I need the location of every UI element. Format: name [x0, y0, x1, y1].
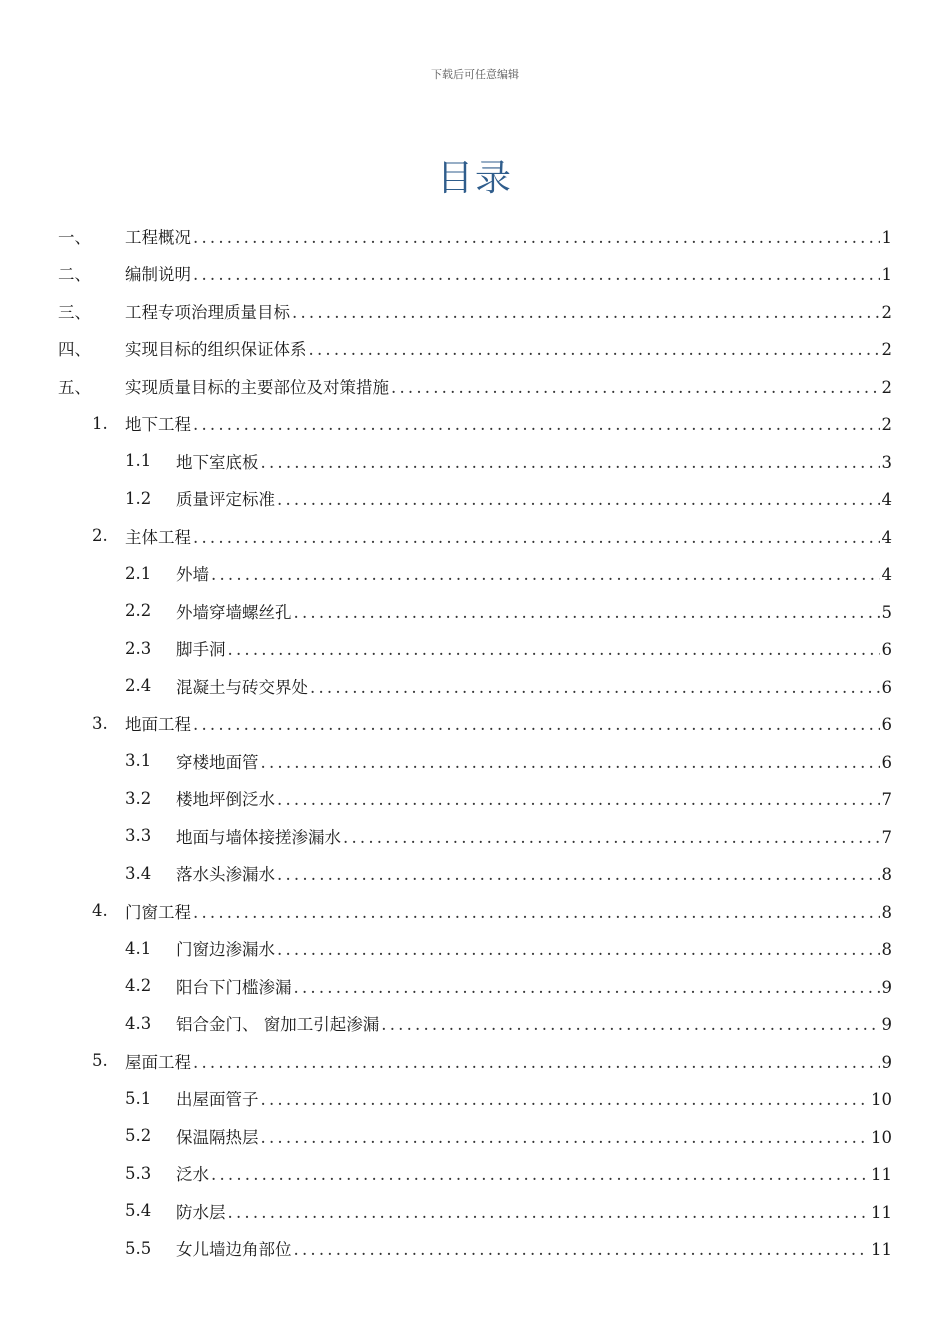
toc-entry[interactable] — [0, 217, 950, 254]
toc-entry-number: 四、 — [58, 340, 91, 359]
toc-entry-number: 3.4 — [125, 863, 152, 883]
toc-entry-label: 防水层 — [176, 1202, 226, 1222]
toc-entry[interactable] — [0, 292, 950, 329]
toc-entry-label: 泛水 — [176, 1165, 209, 1184]
toc-dot-leader — [277, 940, 880, 959]
toc-dot-leader — [294, 1240, 870, 1259]
toc-entry-number: 4.2 — [125, 976, 152, 995]
toc-entry-page-number: 2 — [881, 377, 892, 397]
toc-entry-label: 屋面工程 — [125, 1052, 191, 1072]
toc-entry-number: 1.1 — [125, 451, 152, 470]
toc-entry-page-number: 6 — [881, 640, 892, 659]
toc-dot-leader — [193, 415, 880, 434]
toc-entry[interactable] — [0, 1230, 950, 1267]
toc-entry-label: 地面与墙体接搓渗漏水 — [176, 827, 341, 847]
toc-dot-leader — [261, 753, 880, 772]
toc-dot-leader — [228, 1203, 870, 1222]
toc-entry-label: 工程概况 — [125, 227, 191, 247]
toc-entry-number: 5.2 — [125, 1126, 152, 1145]
toc-dot-leader — [309, 340, 880, 359]
toc-entry[interactable] — [0, 480, 950, 517]
toc-entry-page-number: 10 — [871, 1127, 892, 1147]
toc-dot-leader — [261, 453, 880, 472]
toc-entry-page-number: 5 — [881, 602, 892, 622]
toc-title: 目录 — [436, 158, 513, 199]
toc-entry-label: 铝合金门、 窗加工引起渗漏 — [176, 1015, 380, 1034]
toc-dot-leader — [193, 1053, 880, 1072]
toc-dot-leader — [193, 265, 880, 284]
toc-entry-page-number: 6 — [881, 752, 892, 772]
header-note: 下载后可任意编辑 — [431, 68, 519, 81]
toc-entry-page-number: 1 — [881, 227, 892, 247]
toc-entry-page-number: 11 — [871, 1240, 892, 1259]
toc-dot-leader — [261, 1128, 870, 1147]
toc-dot-leader — [292, 303, 880, 322]
toc-entry-page-number: 2 — [881, 340, 892, 359]
toc-dot-leader — [211, 565, 880, 584]
toc-entry[interactable] — [0, 855, 950, 892]
toc-entry[interactable] — [0, 367, 950, 404]
toc-entry-page-number: 8 — [881, 902, 892, 922]
toc-entry-number: 5.4 — [125, 1201, 152, 1220]
toc-entry-label: 主体工程 — [125, 527, 191, 547]
toc-entry-number: 3.3 — [125, 826, 152, 845]
toc-entry-page-number: 11 — [871, 1165, 892, 1184]
toc-entry[interactable] — [0, 1080, 950, 1117]
toc-dot-leader — [294, 978, 880, 997]
toc-entry[interactable] — [0, 1155, 950, 1192]
toc-entry-page-number: 6 — [881, 677, 892, 697]
toc-entry[interactable] — [0, 1192, 950, 1229]
toc-entry-label: 保温隔热层 — [176, 1127, 259, 1147]
toc-entry-number: 4. — [92, 901, 108, 920]
toc-entry-label: 外墙 — [176, 565, 209, 584]
toc-entry-page-number: 8 — [881, 940, 892, 959]
toc-entry-number: 4.1 — [125, 938, 152, 958]
toc-entry-page-number: 9 — [881, 977, 892, 997]
toc-entry[interactable] — [0, 630, 950, 667]
toc-entry-label: 门窗工程 — [125, 902, 191, 922]
toc-entry[interactable] — [0, 892, 950, 929]
toc-entry-number: 一、 — [58, 227, 91, 247]
toc-dot-leader — [391, 378, 880, 397]
toc-entry-label: 外墙穿墙螺丝孔 — [176, 602, 292, 622]
toc-dot-leader — [193, 528, 880, 547]
toc-entry-page-number: 10 — [871, 1090, 892, 1109]
toc-entry-number: 五、 — [58, 377, 91, 397]
toc-dot-leader — [381, 1015, 879, 1034]
toc-entry-label: 脚手洞 — [176, 640, 226, 659]
toc-entry-number: 二、 — [58, 265, 91, 284]
toc-entry-label: 地面工程 — [125, 715, 191, 734]
toc-entry[interactable] — [0, 442, 950, 479]
toc-entry[interactable] — [0, 742, 950, 779]
toc-dot-leader — [277, 790, 880, 809]
toc-entry[interactable] — [0, 780, 950, 817]
toc-entry-page-number: 7 — [881, 790, 892, 809]
toc-entry-label: 工程专项治理质量目标 — [125, 302, 290, 322]
toc-dot-leader — [343, 828, 880, 847]
toc-entry-label: 混凝土与砖交界处 — [176, 677, 308, 697]
toc-entry[interactable] — [0, 667, 950, 704]
toc-entry-number: 2.3 — [125, 638, 152, 658]
toc-entry-label: 阳台下门槛渗漏 — [176, 977, 292, 997]
toc-dot-leader — [193, 715, 880, 734]
toc-dot-leader — [228, 640, 880, 659]
toc-entry-label: 楼地坪倒泛水 — [176, 790, 275, 809]
toc-entry-label: 地下室底板 — [176, 452, 259, 472]
toc-entry-label: 实现目标的组织保证体系 — [125, 340, 307, 359]
toc-entry[interactable] — [0, 255, 950, 292]
toc-entry[interactable] — [0, 930, 950, 967]
toc-dot-leader — [261, 1090, 870, 1109]
toc-entry-page-number: 1 — [881, 265, 892, 284]
toc-entry[interactable] — [0, 967, 950, 1004]
toc-entry-page-number: 9 — [881, 1015, 892, 1034]
toc-entry[interactable] — [0, 592, 950, 629]
toc-dot-leader — [310, 678, 880, 697]
toc-entry-page-number: 4 — [881, 565, 892, 584]
toc-entry-page-number: 9 — [881, 1052, 892, 1072]
toc-entry[interactable] — [0, 330, 950, 367]
toc-entry-number: 3.2 — [125, 788, 152, 808]
toc-entry-number: 5.3 — [125, 1163, 152, 1183]
toc-entry-page-number: 7 — [881, 827, 892, 847]
toc-entry-number: 5.5 — [125, 1238, 152, 1258]
toc-entry-number: 5. — [92, 1051, 108, 1070]
toc-entry-label: 质量评定标准 — [176, 490, 275, 509]
toc-entry-label: 穿楼地面管 — [176, 752, 259, 772]
toc-entry-number: 3. — [92, 713, 108, 733]
toc-entry-page-number: 2 — [881, 415, 892, 434]
toc-entry-page-number: 4 — [881, 490, 892, 509]
toc-entry-number: 1. — [92, 413, 108, 433]
toc-entry-page-number: 3 — [881, 452, 892, 472]
toc-entry[interactable] — [0, 1117, 950, 1154]
toc-entry-number: 2. — [92, 526, 108, 545]
toc-dot-leader — [211, 1165, 869, 1184]
toc-entry-page-number: 6 — [881, 715, 892, 734]
toc-dot-leader — [193, 228, 880, 247]
toc-entry-page-number: 2 — [881, 302, 892, 322]
toc-entry-label: 实现质量目标的主要部位及对策措施 — [125, 377, 389, 397]
toc-entry-label: 出屋面管子 — [176, 1090, 259, 1109]
toc-entry-label: 地下工程 — [125, 415, 191, 434]
toc-entry[interactable] — [0, 1042, 950, 1079]
toc-entry[interactable] — [0, 405, 950, 442]
toc-entry-number: 2.4 — [125, 676, 152, 695]
toc-entry-number: 2.2 — [125, 601, 152, 620]
toc-entry-number: 3.1 — [125, 751, 152, 770]
toc-entry-page-number: 4 — [881, 527, 892, 547]
toc-entry-page-number: 11 — [871, 1202, 892, 1222]
toc-dot-leader — [294, 603, 880, 622]
toc-entry-label: 门窗边渗漏水 — [176, 940, 275, 959]
toc-entry-label: 女儿墙边角部位 — [176, 1240, 292, 1259]
toc-entry[interactable] — [0, 517, 950, 554]
toc-entry[interactable] — [0, 705, 950, 742]
toc-entry-page-number: 8 — [881, 865, 892, 884]
toc-entry-number: 1.2 — [125, 488, 152, 508]
toc-dot-leader — [193, 903, 880, 922]
toc-entry-number: 5.1 — [125, 1088, 152, 1108]
toc-entry-number: 4.3 — [125, 1013, 152, 1033]
toc-entry-label: 编制说明 — [125, 265, 191, 284]
toc-entry[interactable] — [0, 817, 950, 854]
toc-entry-number: 2.1 — [125, 563, 152, 583]
toc-entry-label: 落水头渗漏水 — [176, 865, 275, 884]
toc-dot-leader — [277, 865, 880, 884]
toc-entry[interactable] — [0, 555, 950, 592]
toc-dot-leader — [277, 490, 880, 509]
toc-entry[interactable] — [0, 1005, 950, 1042]
toc-entry-number: 三、 — [58, 302, 91, 322]
